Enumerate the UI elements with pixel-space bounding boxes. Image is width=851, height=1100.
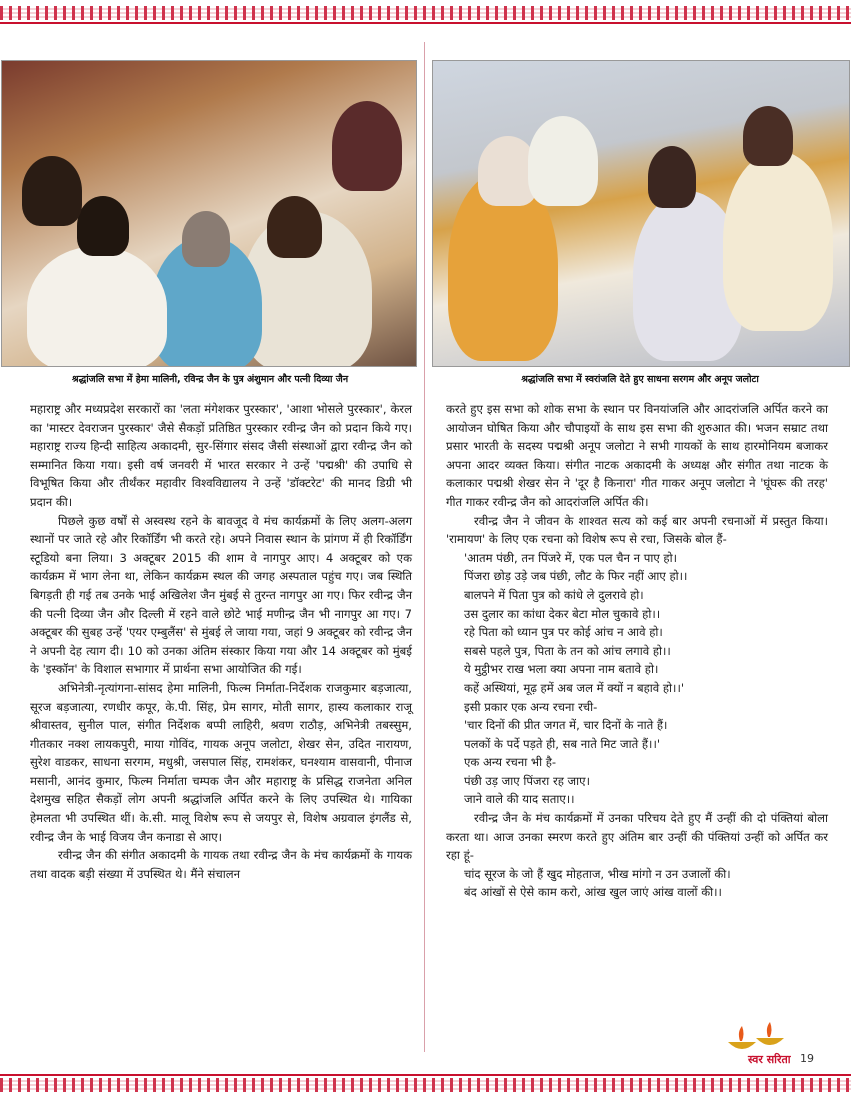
magazine-brand: स्वर सरिता bbox=[748, 1053, 791, 1066]
verse-line: पिंजरा छोड़ उड़े जब पंछी, लौट के फिर नहीं आए हो।। bbox=[464, 569, 688, 584]
photo-hema-malini-audience bbox=[1, 60, 417, 367]
bottom-border-line bbox=[0, 1074, 851, 1076]
verse-line: रहे पिता को ध्यान पुत्र पर कोई आंच न आवे हो। bbox=[464, 625, 663, 640]
paragraph: रवीन्द्र जैन ने जीवन के शाश्वत सत्य को कई बार अपनी रचनाओं में प्रस्तुत किया। 'रामायण' के लिए एक रचना को विशेष रूप से रचा, जिसके बोल हैं- bbox=[446, 513, 828, 547]
left-photo-caption: श्रद्धांजलि सभा में हेमा मालिनी, रविन्द्र जैन के पुत्र अंशुमान और पत्नी दिव्या जैन bbox=[71, 374, 349, 385]
column-divider bbox=[424, 42, 425, 1052]
verse-line: बालपने में पिता पुत्र को कांधे ले दुलरावे हो। bbox=[464, 587, 644, 602]
page-number: 19 bbox=[800, 1052, 814, 1065]
verse-line: सबसे पहले पुत्र, पिता के तन को आंच लगावे हो।। bbox=[464, 643, 671, 658]
top-border-line bbox=[0, 22, 851, 24]
paragraph: अभिनेत्री-नृत्यांगना-सांसद हेमा मालिनी, फिल्म निर्माता-निर्देशक राजकुमार बड़जात्या, सूरज बड़जात्या, रणधीर कपूर, के.पी. सिंह, प्रेम सागर, मोती सागर, हास्य कलाकार राजू श्रीवास्तव, सुनील पाल, संगीत निर्देशक बप्पी लाहिरी, श्रवण राठौड़, अभिनेत्री तबस्सुम, गीतकार नक्श लायकपुरी, माया गोविंद, गायक अनूप जलोटा, शेखर सेन, उदित नारायण, सुरेश वाडकर, साधना सरगम, मधुश्री, जसपाल सिंह, रामशंकर, घनश्याम वासवानी, पीनाज मसानी, आनंद कुमार, फिल्म निर्माता चम्पक जैन और महाराष्ट्र के प्रसिद्ध राजनेता अनिल देशमुख सहित सैकड़ों लोग अपनी श्रद्धांजलि अर्पित करने के लिए उपस्थित थे। गायिका हेमलता भी उपस्थित थीं। के.सी. मालू विशेष रूप से जयपुर से, विशेष अग्रवाल इंगलैंड से, रवीन्द्र जैन के भाई विजय जैन कनाडा से आए। bbox=[30, 680, 412, 844]
paragraph: रवीन्द्र जैन के मंच कार्यक्रमों में उनका परिचय देते हुए मैं उन्हीं की दो पंक्तियां बोला करता था। आज उनका स्मरण करते हुए अंतिम बार उन्हीं की पंक्तियां उन्हीं को अर्पित कर रहा हूं- bbox=[446, 811, 828, 863]
paragraph: महाराष्ट्र और मध्यप्रदेश सरकारों का 'लता मंगेशकर पुरस्कार', 'आशा भोसले पुरस्कार', केरल का 'मास्टर देवराजन पुरस्कार' जैसे सैकड़ों प्रतिष्ठित पुरस्कार रवीन्द्र जैन को प्रदान किये गए। महाराष्ट्र राज्य हिन्दी साहित्य अकादमी, सुर-सिंगार संसद जैसी संस्थाओं द्वारा रवीन्द्र जैन को सम्मानित किया गया। इसी वर्ष जनवरी में भारत सरकार ने उन्हें 'पद्मश्री' की उपाधि से विभूषित किया और तीर्थंकर महावीर विश्वविद्यालय ने उन्हें 'डॉक्टरेट' की मानद डिग्री भी प्रदान की। bbox=[30, 402, 412, 509]
verse-line: जाने वाले की याद सताए।। bbox=[464, 792, 575, 807]
verse-line: कहें अस्थियां, मूढ़ हमें अब जल में क्यों न बहावे हो।।' bbox=[464, 680, 685, 695]
diya-lamp-icon bbox=[726, 1022, 786, 1056]
paragraph: पिछले कुछ वर्षों से अस्वस्थ रहने के बावजूद वे मंच कार्यक्रमों के लिए अलग-अलग स्थानों पर जाते रहे और रिकॉर्डिंग भी करते रहे। अपने निवास स्थान के प्रांगण में ही रिकॉर्डिंग स्टूडियो बना लिया। 3 अक्टूबर 2015 की शाम वे नागपुर आए। 4 अक्टूबर को एक कार्यक्रम में भाग लेना था, लेकिन कार्यक्रम स्थल की जगह अस्पताल पहुंच गए। जब स्थिति बिगड़ती ही गई तब उनके भाई अखिलेश जैन मुंबई से तुरन्त नागपुर आ गए। फिर रवीन्द्र जैन की पत्नी दिव्या जैन और दिल्ली में रहने वाले छोटे भाई मणीन्द्र जैन भी नागपुर आ गए। 7 अक्टूबर की सुबह उन्हें 'एयर एम्बुलैंस' से मुंबई ले जाया गया, जहां 9 अक्टूबर को रवीन्द्र जैन ने अपनी देह त्याग दी। 10 को उनका अंतिम संस्कार किया गया और 14 अक्टूबर को मुंबई के 'इस्कॉन' के विशाल सभागार में प्रार्थना सभा आयोजित की गई। bbox=[30, 513, 412, 677]
verse-line: 'चार दिनों की प्रीत जगत में, चार दिनों के नाते हैं। bbox=[464, 718, 668, 733]
verse-line: 'आतम पंछी, तन पिंजरे में, एक पल चैन न पाए हो। bbox=[464, 550, 677, 565]
verse-intro: एक अन्य रचना भी है- bbox=[464, 755, 557, 770]
right-text-column bbox=[446, 400, 828, 902]
verse-line: पलकों के पर्दे पड़ते ही, सब नाते मिट जाते हैं।।' bbox=[464, 736, 661, 751]
verse-line: पंछी उड़ जाए पिंजरा रह जाए। bbox=[464, 773, 590, 788]
verse-line: बंद आंखों से ऐसे काम करो, आंख खुल जाएं आंख वालों की।। bbox=[464, 885, 722, 900]
top-decorative-border bbox=[0, 6, 851, 20]
paragraph: रवीन्द्र जैन की संगीत अकादमी के गायक तथा रवीन्द्र जैन के मंच कार्यक्रमों के गायक तथा वादक बड़ी संख्या में उपस्थित थे। मैंने संचालन bbox=[30, 848, 412, 881]
verse-intro: इसी प्रकार एक अन्य रचना रची- bbox=[464, 699, 598, 714]
bottom-decorative-border bbox=[0, 1078, 851, 1092]
left-text-column bbox=[30, 400, 412, 883]
right-photo-caption: श्रद्धांजलि सभा में स्वरांजलि देते हुए साधना सरगम और अनूप जलोटा bbox=[521, 374, 759, 385]
verse-line: उस दुलार का कांधा देकर बेटा मोल चुकावे हो।। bbox=[464, 606, 661, 621]
verse-line: चांद सूरज के जो हैं खुद मोहताज, भीख मांगो न उन उजालों की। bbox=[464, 866, 731, 881]
paragraph: करते हुए इस सभा को शोक सभा के स्थान पर विनयांजलि और आदरांजलि अर्पित करने का आयोजन घोषित किया और चौपाइयों के साथ इस सभा की शुरुआत की। भजन सम्राट तथा प्रसार भारती के सदस्य पद्मश्री अनूप जलोटा ने सभी गायकों के साथ हारमोनियम बजाकर अपना आदर व्यक्त किया। संगीत नाटक अकादमी के अध्यक्ष और संगीत तथा नाटक के कलाकार पद्मश्री शेखर सेन ने 'दूर है किनारा' गीत गाकर अनूप जलोटा ने 'घूंघरू की तरह' गीत गाकर रवीन्द्र जैन को आदरांजलि अर्पित की। bbox=[446, 402, 828, 509]
photo-sadhana-sargam-anup-jalota bbox=[432, 60, 850, 367]
verse-line: ये मुट्ठीभर राख भला क्या अपना नाम बतावे हो। bbox=[464, 662, 659, 677]
